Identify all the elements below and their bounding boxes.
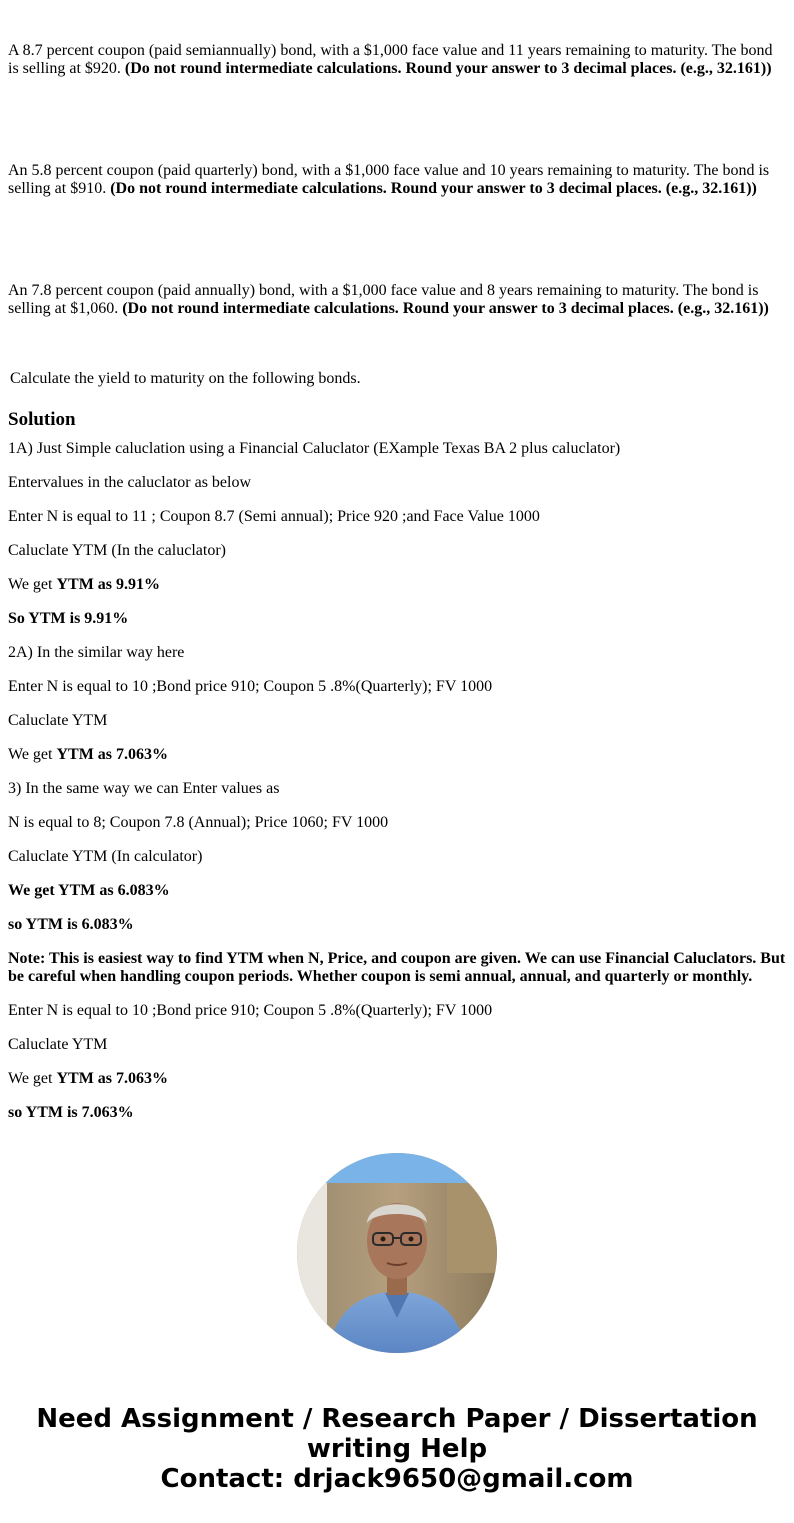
solution-line (8, 1070, 786, 1088)
solution-line-text: Caluclate YTM (In the caluclator) (8, 542, 226, 559)
solution-line-bold: YTM as 7.063% (56, 746, 169, 763)
solution-line-bold: Note: This is easiest way to find YTM when N, Price, and coupon are given. We can use Financial Caluclators. But be careful when handling coupon periods. Whether coupon is semi annual, annual, and quarterly or monthly. (8, 950, 786, 985)
solution-line-bold: YTM as 7.063% (56, 1070, 169, 1087)
solution-line-text: We get (8, 1070, 57, 1087)
solution-line-text: Enter N is equal to 11 ; Coupon 8.7 (Semi annual); Price 920 ;and Face Value 1000 (8, 508, 540, 525)
solution-line (8, 712, 786, 730)
solution-line-text: We get (8, 746, 57, 763)
solution-line-bold: so YTM is 7.063% (8, 1104, 134, 1121)
solution-line (8, 508, 786, 526)
solution-line-text: 2A) In the similar way here (8, 644, 185, 661)
solution-line (8, 882, 786, 900)
solution-line (8, 440, 786, 458)
question-2-text: An 5.8 percent coupon (paid quarterly) bond, with a $1,000 face value and 10 years remaining to maturity. The bond is selling at $910. (8, 162, 770, 197)
solution-line-text: Caluclate YTM (8, 712, 108, 729)
solution-line (8, 610, 786, 628)
solution-section (8, 408, 786, 1124)
author-footer (0, 1153, 794, 1353)
solution-line (8, 474, 786, 492)
solution-line-text: Caluclate YTM (8, 1036, 108, 1053)
avatar (297, 1153, 497, 1353)
promo-line-1: Need Assignment / Research Paper / Dissertation writing Help (36, 1404, 758, 1464)
solution-line (8, 916, 786, 934)
solution-line-text: Enter N is equal to 10 ;Bond price 910; Coupon 5 .8%(Quarterly); FV 1000 (8, 1002, 493, 1019)
solution-line-text: Enter N is equal to 10 ;Bond price 910; Coupon 5 .8%(Quarterly); FV 1000 (8, 678, 493, 695)
solution-lines (8, 440, 786, 1122)
question-2-instruction: (Do not round intermediate calculations. Round your answer to 3 decimal places. (e.g., 32.161)) (110, 180, 757, 197)
solution-line (8, 950, 786, 986)
promo-line-2: Contact: drjack9650@gmail.com (160, 1464, 634, 1494)
author-photo (297, 1153, 497, 1353)
solution-line (8, 1036, 786, 1054)
question-2 (8, 162, 784, 198)
solution-line (8, 780, 786, 798)
question-3 (8, 282, 784, 318)
solution-line-text: 3) In the same way we can Enter values as (8, 780, 280, 797)
solution-line (8, 644, 786, 662)
solution-line-text: N is equal to 8; Coupon 7.8 (Annual); Price 1060; FV 1000 (8, 814, 389, 831)
solution-line (8, 678, 786, 696)
question-1-instruction: (Do not round intermediate calculations. Round your answer to 3 decimal places. (e.g., 32.161)) (124, 60, 772, 77)
solution-line (8, 1104, 786, 1122)
solution-line-bold: So YTM is 9.91% (8, 610, 129, 627)
solution-line-bold: so YTM is 6.083% (8, 916, 134, 933)
solution-line (8, 576, 786, 594)
question-1 (8, 42, 784, 78)
solution-line-text: Caluclate YTM (In calculator) (8, 848, 203, 865)
solution-line-text: Entervalues in the caluclator as below (8, 474, 252, 491)
solution-line (8, 1002, 786, 1020)
promo-text (0, 1404, 794, 1494)
solution-title: Solution (8, 409, 76, 430)
question-3-instruction: (Do not round intermediate calculations. Round your answer to 3 decimal places. (e.g., 32.161)) (122, 300, 769, 317)
solution-line (8, 814, 786, 832)
solution-line-text: We get (8, 576, 57, 593)
question-1-text: A 8.7 percent coupon (paid semiannually) bond, with a $1,000 face value and 11 years remaining to maturity. The bond is selling at $920. (8, 42, 773, 77)
solution-line (8, 746, 786, 764)
solution-line-bold: YTM as 9.91% (56, 576, 161, 593)
intro-text: Calculate the yield to maturity on the following bonds. (10, 370, 361, 387)
solution-line (8, 848, 786, 866)
solution-line-text: 1A) Just Simple caluclation using a Financial Caluclator (EXample Texas BA 2 plus caluclator) (8, 440, 621, 457)
solution-line (8, 542, 786, 560)
solution-line-bold: We get YTM as 6.083% (8, 882, 170, 899)
question-3-text: An 7.8 percent coupon (paid annually) bond, with a $1,000 face value and 8 years remaining to maturity. The bond is selling at $1,060. (8, 282, 759, 317)
